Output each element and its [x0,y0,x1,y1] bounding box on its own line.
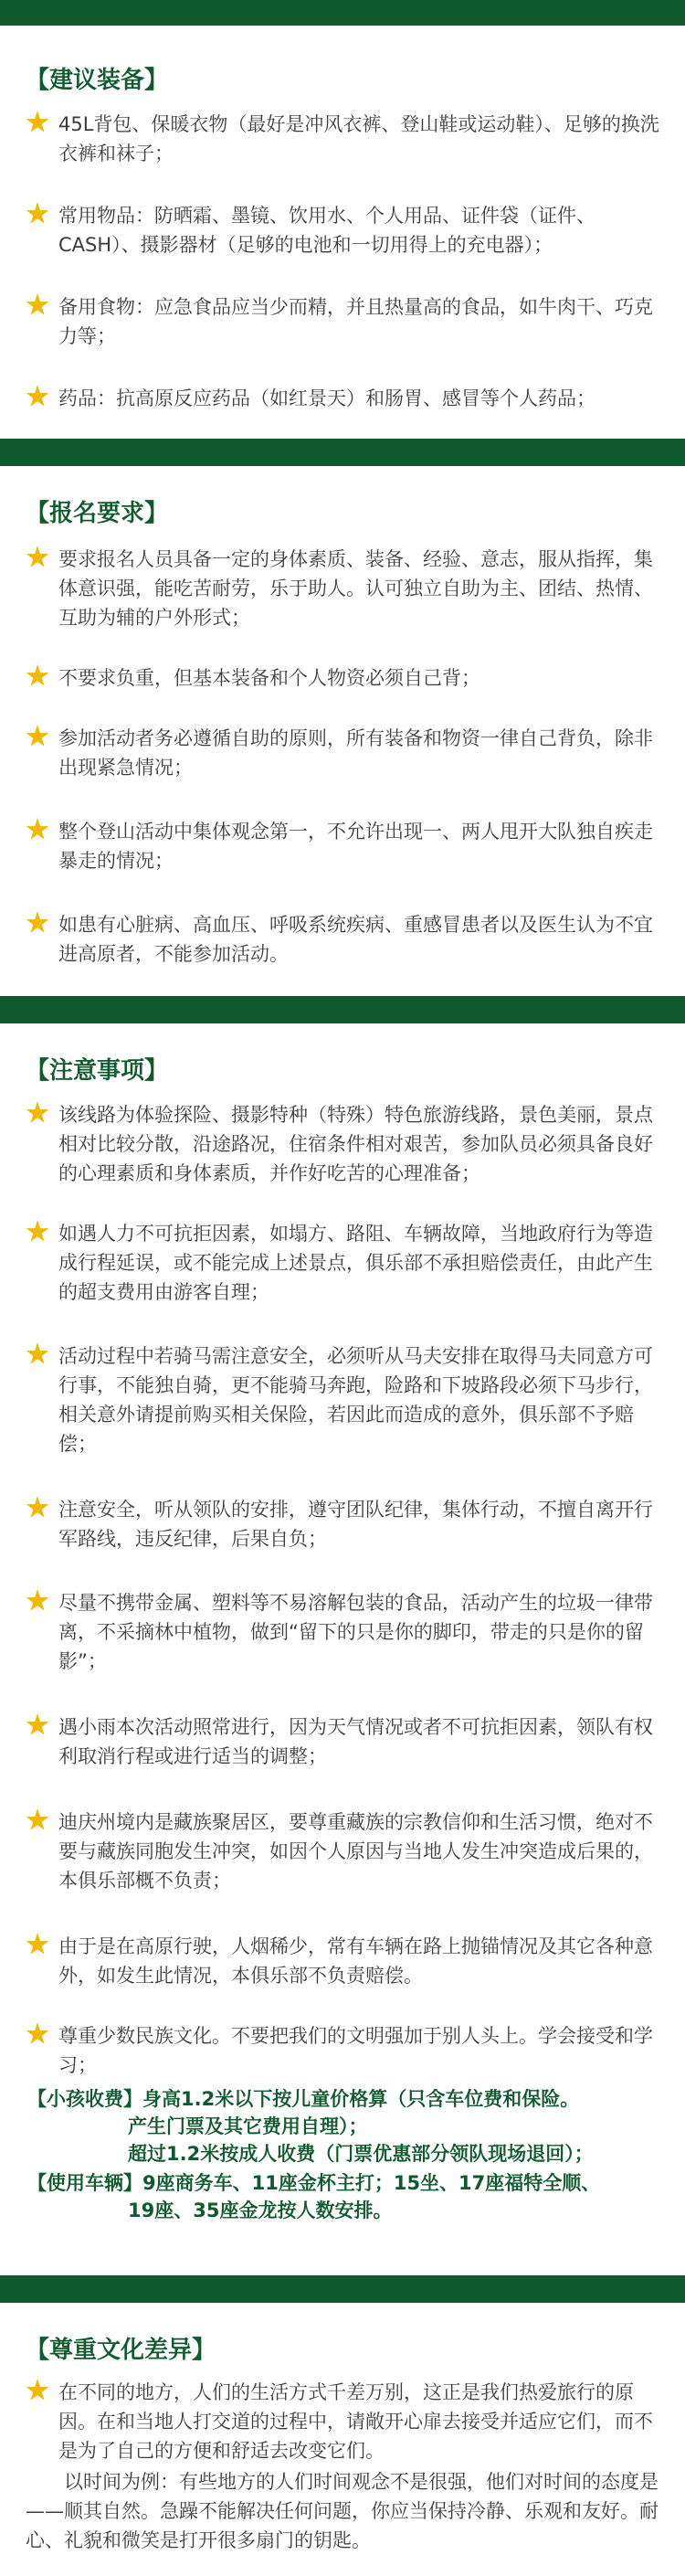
list-item-text: 迪庆州境内是藏族聚居区，要尊重藏族的宗教信仰和生活习惯，绝对不要与藏族同胞发生冲突，如因个人原因与当地人发生冲突造成后果的，本俱乐部概不负责； [58,1811,653,1892]
section-divider-top [0,0,685,26]
list-item [26,1588,661,1676]
section-culture [0,2303,685,2576]
list-item-text: 遇小雨本次活动照常进行，因为天气情况或者不可抗拒因素，领队有权利取消行程或进行适当的调整； [58,1716,653,1767]
culture-paragraph: 以时间为例：有些地方的人们时间观念不是很强，他们对时间的态度是——顺其自然。急躁不能解决任何问题，你应当保持冷静、乐观和友好。耐心、礼貌和微笑是打开很多扇门的钥匙。 [26,2471,659,2551]
section-title: 【建议装备】 [26,67,169,94]
section-title: 【注意事项】 [26,1057,169,1085]
section-divider [0,996,685,1023]
section-title: 【尊重文化差异】 [26,2337,216,2364]
list-item-text: 注意安全，听从领队的安排，遵守团队纪律，集体行动，不擅自离开行军路线，违反纪律，后果自负； [58,1499,653,1550]
list-item [26,1100,661,1188]
list-item-text: 要求报名人员具备一定的身体素质、装备、经验、意志，服从指挥，集体意识强，能吃苦耐劳，乐于助人。认可独立自助为主、团结、热情、互助为辅的户外形式； [58,548,653,629]
section-title: 【报名要求】 [26,500,169,527]
section-notes [0,1023,685,2275]
list-item-text: 药品：抗高原反应药品（如红景天）和肠胃、感冒等个人药品； [58,387,595,409]
list-item [26,1495,661,1553]
section-divider [0,2275,685,2303]
list-item-text: 尊重少数民族文化。不要把我们的文明强加于别人头上。学会接受和学习； [58,2025,653,2076]
section-registration [0,466,685,996]
list-item [26,1219,661,1307]
star-icon [26,664,49,688]
star-icon [26,2379,49,2402]
list-item-text: 45L背包、保暖衣物（最好是冲风衣裤、登山鞋或运动鞋）、足够的换洗衣裤和袜子； [58,113,659,164]
list-item-text: 如患有心脏病、高血压、呼吸系统疾病、重感冒患者以及医生认为不宜进高原者，不能参加活动。 [58,914,653,965]
list-item [26,724,661,782]
list-item-text: 整个登山活动中集体观念第一，不允许出现一、两人甩开大队独自疾走暴走的情况； [58,821,653,872]
section-divider [0,439,685,466]
star-icon [26,1220,49,1244]
list-item-text: 尽量不携带金属、塑料等不易溶解包装的食品，活动产生的垃圾一律带离，不采摘林中植物，做到“留下的只是你的脚印，带走的只是你的留影”； [58,1592,653,1672]
star-icon [26,1713,49,1737]
child-fee-line: 【小孩收费】身高1.2米以下按儿童价格算（只含车位费和保险。 [27,2088,580,2110]
star-icon [26,385,49,408]
list-item [26,384,661,413]
list-item [26,1807,661,1895]
star-icon [26,818,49,842]
child-fee-line: 超过1.2米按成人收费（门票优惠部分领队现场退回）； [128,2143,594,2165]
list-item-text: 常用物品：防晒霜、墨镜、饮用水、个人用品、证件袋（证件、CASH）、摄影器材（足够的电池和一切用得上的充电器）； [58,205,595,256]
vehicle-line: 【使用车辆】9座商务车、11座金杯主打；15坐、17座福特全顺、 [27,2172,601,2194]
list-item [26,817,661,875]
section-equipment [0,26,685,439]
list-item [26,910,661,969]
list-item-text: 该线路为体验探险、摄影特种（特殊）特色旅游线路，景色美丽，景点相对比较分散，沿途路况，住宿条件相对艰苦，参加队员必须具备良好的心理素质和身体素质，并作好吃苦的心理准备； [58,1104,653,1184]
star-icon [26,2022,49,2046]
star-icon [26,111,49,134]
list-item-text: 由于是在高原行驶，人烟稀少，常有车辆在路上抛锚情况及其它各种意外，如发生此情况，本俱乐部不负责赔偿。 [58,1935,653,1987]
star-icon [26,1342,49,1366]
list-item [26,1932,661,1990]
list-item [26,663,661,693]
list-item [26,2378,661,2465]
star-icon [26,911,49,935]
star-icon [26,202,49,226]
list-item [26,2021,661,2080]
list-item-text: 备用食物：应急食品应当少而精，并且热量高的食品，如牛肉干、巧克力等； [58,296,653,347]
child-fee-line: 产生门票及其它费用自理）； [128,2115,368,2137]
star-icon [26,1101,49,1125]
list-item-text: 在不同的地方，人们的生活方式千差万别，这正是我们热爱旅行的原因。在和当地人打交道的过程中，请敞开心扉去接受并适应它们，而不是为了自己的方便和舒适去改变它们。 [58,2381,653,2462]
star-icon [26,546,49,569]
list-item [26,545,661,632]
vehicle-line: 19座、35座金龙按人数安排。 [128,2200,393,2221]
star-icon [26,1808,49,1832]
list-item [26,201,661,260]
list-item [26,1341,661,1458]
list-item-text: 不要求负重，但基本装备和个人物资必须自己背； [58,667,480,689]
star-icon [26,1496,49,1520]
star-icon [26,293,49,317]
star-icon [26,1933,49,1956]
list-item-text: 如遇人力不可抗拒因素，如塌方、路阻、车辆故障，当地政府行为等造成行程延误，或不能完成上述景点，俱乐部不承担赔偿责任，由此产生的超支费用由游客自理； [58,1223,653,1303]
list-item [26,292,661,351]
star-icon [26,1589,49,1613]
list-item-text: 活动过程中若骑马需注意安全，必须听从马夫安排在取得马夫同意方可行事，不能独自骑，更不能骑马奔跑，险路和下坡路段必须下马步行，相关意外请提前购买相关保险，若因此而造成的意外，俱乐部不予赔偿； [58,1345,653,1455]
list-item [26,110,661,168]
list-item-text: 参加活动者务必遵循自助的原则，所有装备和物资一律自己背负，除非出现紧急情况； [58,727,653,779]
star-icon [26,725,49,748]
list-item [26,1712,661,1771]
